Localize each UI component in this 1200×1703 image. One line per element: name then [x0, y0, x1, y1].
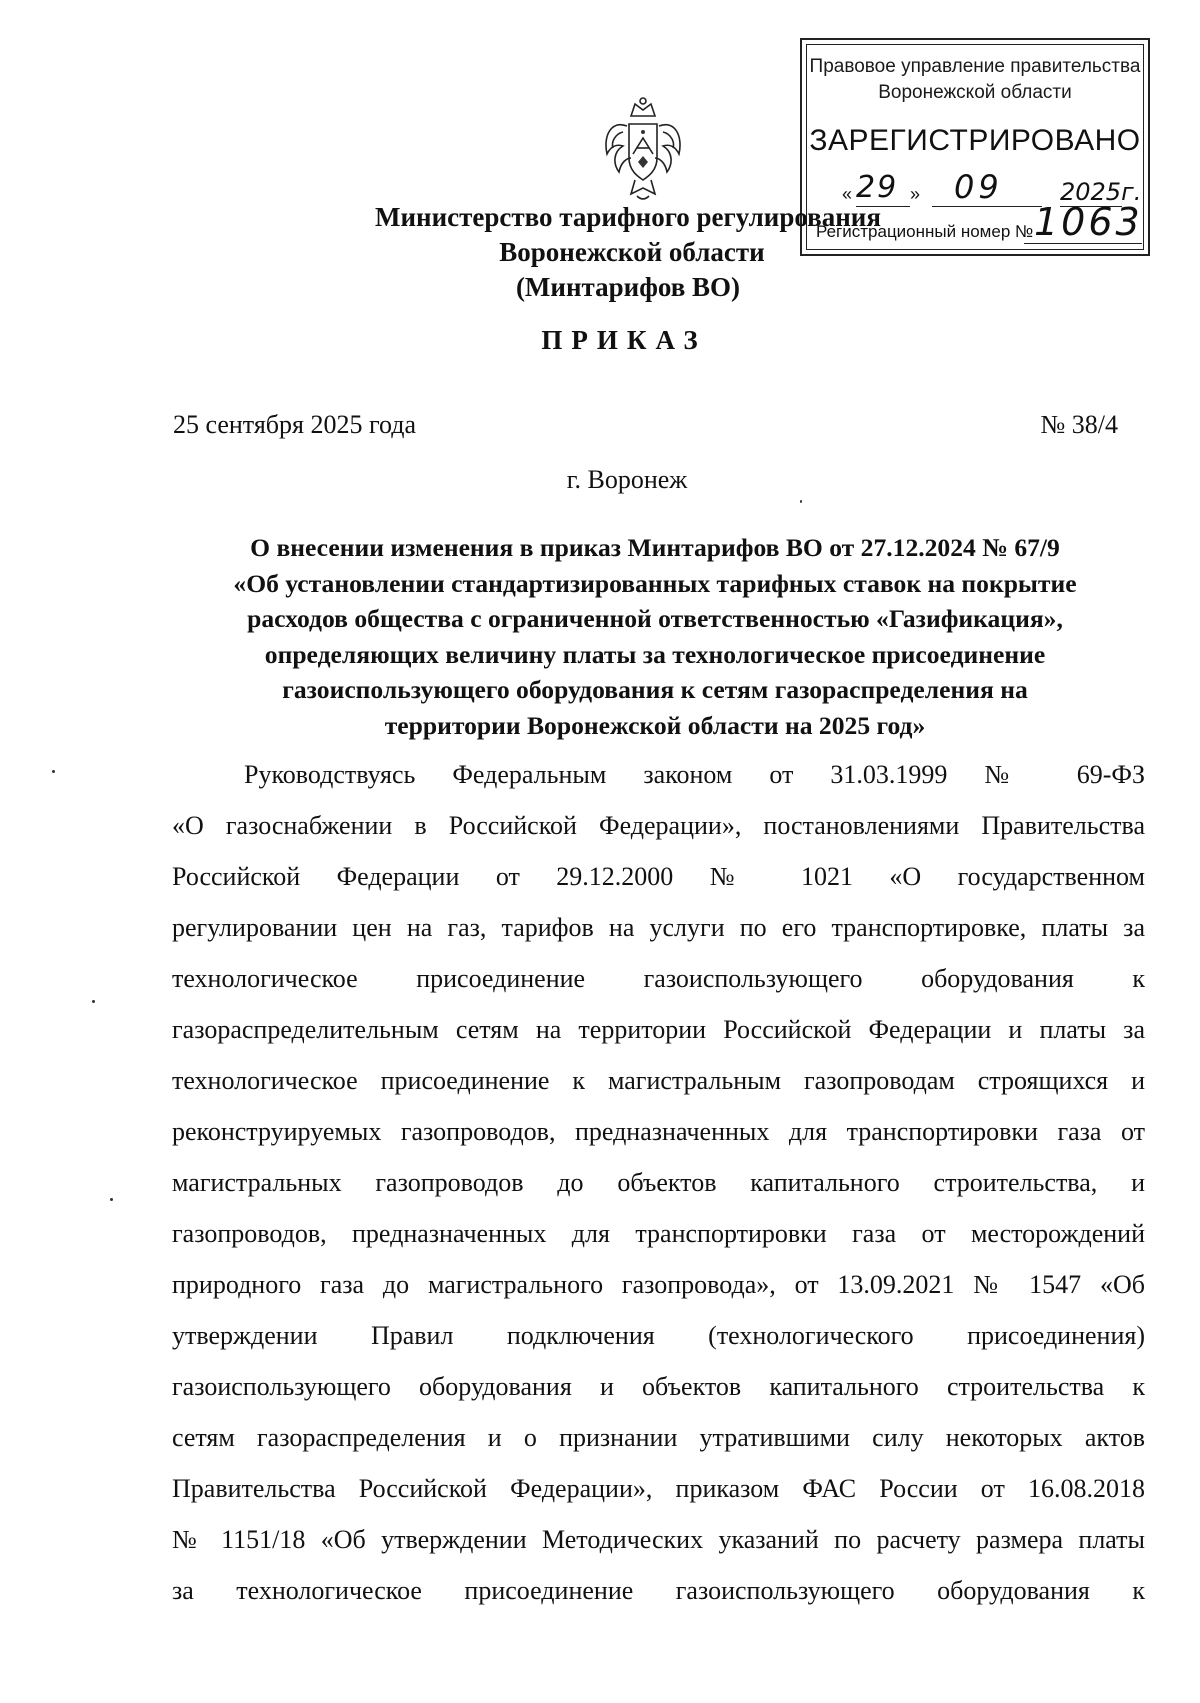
- title-line: расходов общества с ограниченной ответственностью «Газификация»,: [247, 604, 1063, 633]
- body-line: Руководствуясь Федеральным законом от 31.03.1999 № 69-ФЗ: [244, 760, 1145, 789]
- body-line: природного газа до магистрального газопровода», от 13.09.2021 № 1547 «Об: [172, 1270, 1145, 1299]
- stamp-quote-open: «: [842, 184, 853, 204]
- scan-speck: [110, 1198, 113, 1201]
- body-line: № 1151/18 «Об утверждении Методических указаний по расчету размера платы: [172, 1525, 1145, 1554]
- title-line: газоиспользующего оборудования к сетям газораспределения на: [282, 675, 1028, 704]
- title-line: территории Воронежской области на 2025 год»: [384, 710, 926, 740]
- body-line: технологическое присоединение к магистральным газопроводам строящихся и: [172, 1066, 1145, 1095]
- body-line: газораспределительным сетям на территории Российской Федерации и платы за: [172, 1015, 1145, 1044]
- body-line: реконструируемых газопроводов, предназначенных для транспортировки газа от: [172, 1117, 1145, 1146]
- order-heading: ПРИКАЗ: [541, 325, 707, 355]
- title-line: определяющих величину платы за технологическое присоединение: [264, 639, 1046, 669]
- title-line: «Об установлении стандартизированных тарифных ставок на покрытие: [233, 568, 1077, 598]
- body-line: регулировании цен на газ, тарифов на услуги по его транспортировке, платы за: [172, 913, 1145, 942]
- document-title: [170, 530, 1140, 743]
- body-line: газопроводов, предназначенных для транспортировки газа от месторождений: [172, 1219, 1145, 1248]
- scan-speck: [92, 1000, 95, 1003]
- stamp-quote-close: »: [910, 184, 921, 204]
- stamp-org-line2: Воронежской области: [878, 82, 1072, 103]
- stamp-day: 29: [856, 170, 899, 205]
- order-city: г. Воронеж: [566, 465, 688, 494]
- title-line: О внесении изменения в приказ Минтарифов ВО от 27.12.2024 № 67/9: [250, 533, 1060, 562]
- body-line: Российской Федерации от 29.12.2000 № 1021 «О государственном: [172, 862, 1145, 891]
- stamp-year: 2025г.: [1060, 178, 1142, 206]
- body-line: «О газоснабжении в Российской Федерации», постановлениями Правительства: [172, 811, 1145, 840]
- body-line: сетям газораспределения и о признании утратившими силу некоторых актов: [172, 1423, 1145, 1452]
- stamp-registered-label: ЗАРЕГИСТРИРОВАНО: [809, 124, 1141, 157]
- body-line: Правительства Российской Федерации», приказом ФАС России от 16.08.2018: [172, 1474, 1145, 1503]
- order-number: № 38/4: [1040, 410, 1118, 439]
- stamp-reg-number-label: Регистрационный номер №: [816, 222, 1034, 241]
- ministry-name-line2: Воронежской области: [499, 237, 765, 267]
- body-line: магистральных газопроводов до объектов капитального строительства, и: [172, 1168, 1145, 1197]
- stamp-organization: [802, 54, 1148, 106]
- ministry-name-line1: Министерство тарифного регулирования: [375, 202, 881, 232]
- scan-speck: [52, 770, 55, 773]
- order-date: 25 сентября 2025 года: [173, 410, 417, 439]
- scan-speck: [800, 500, 802, 503]
- stamp-month: 09: [954, 168, 1003, 206]
- stamp-reg-number: 1063: [1034, 200, 1143, 244]
- stamp-org-line1: Правовое управление правительства: [809, 56, 1141, 77]
- body-line: за технологическое присоединение газоиспользующего оборудования к: [172, 1576, 1145, 1605]
- body-line: технологическое присоединение газоиспользующего оборудования к: [172, 964, 1145, 993]
- body-line: утверждении Правил подключения (технологического присоединения): [172, 1321, 1145, 1350]
- coat-of-arms-icon: [597, 96, 689, 204]
- body-line: газоиспользующего оборудования и объектов капитального строительства к: [172, 1372, 1145, 1401]
- ministry-abbreviation: (Минтарифов ВО): [515, 272, 741, 302]
